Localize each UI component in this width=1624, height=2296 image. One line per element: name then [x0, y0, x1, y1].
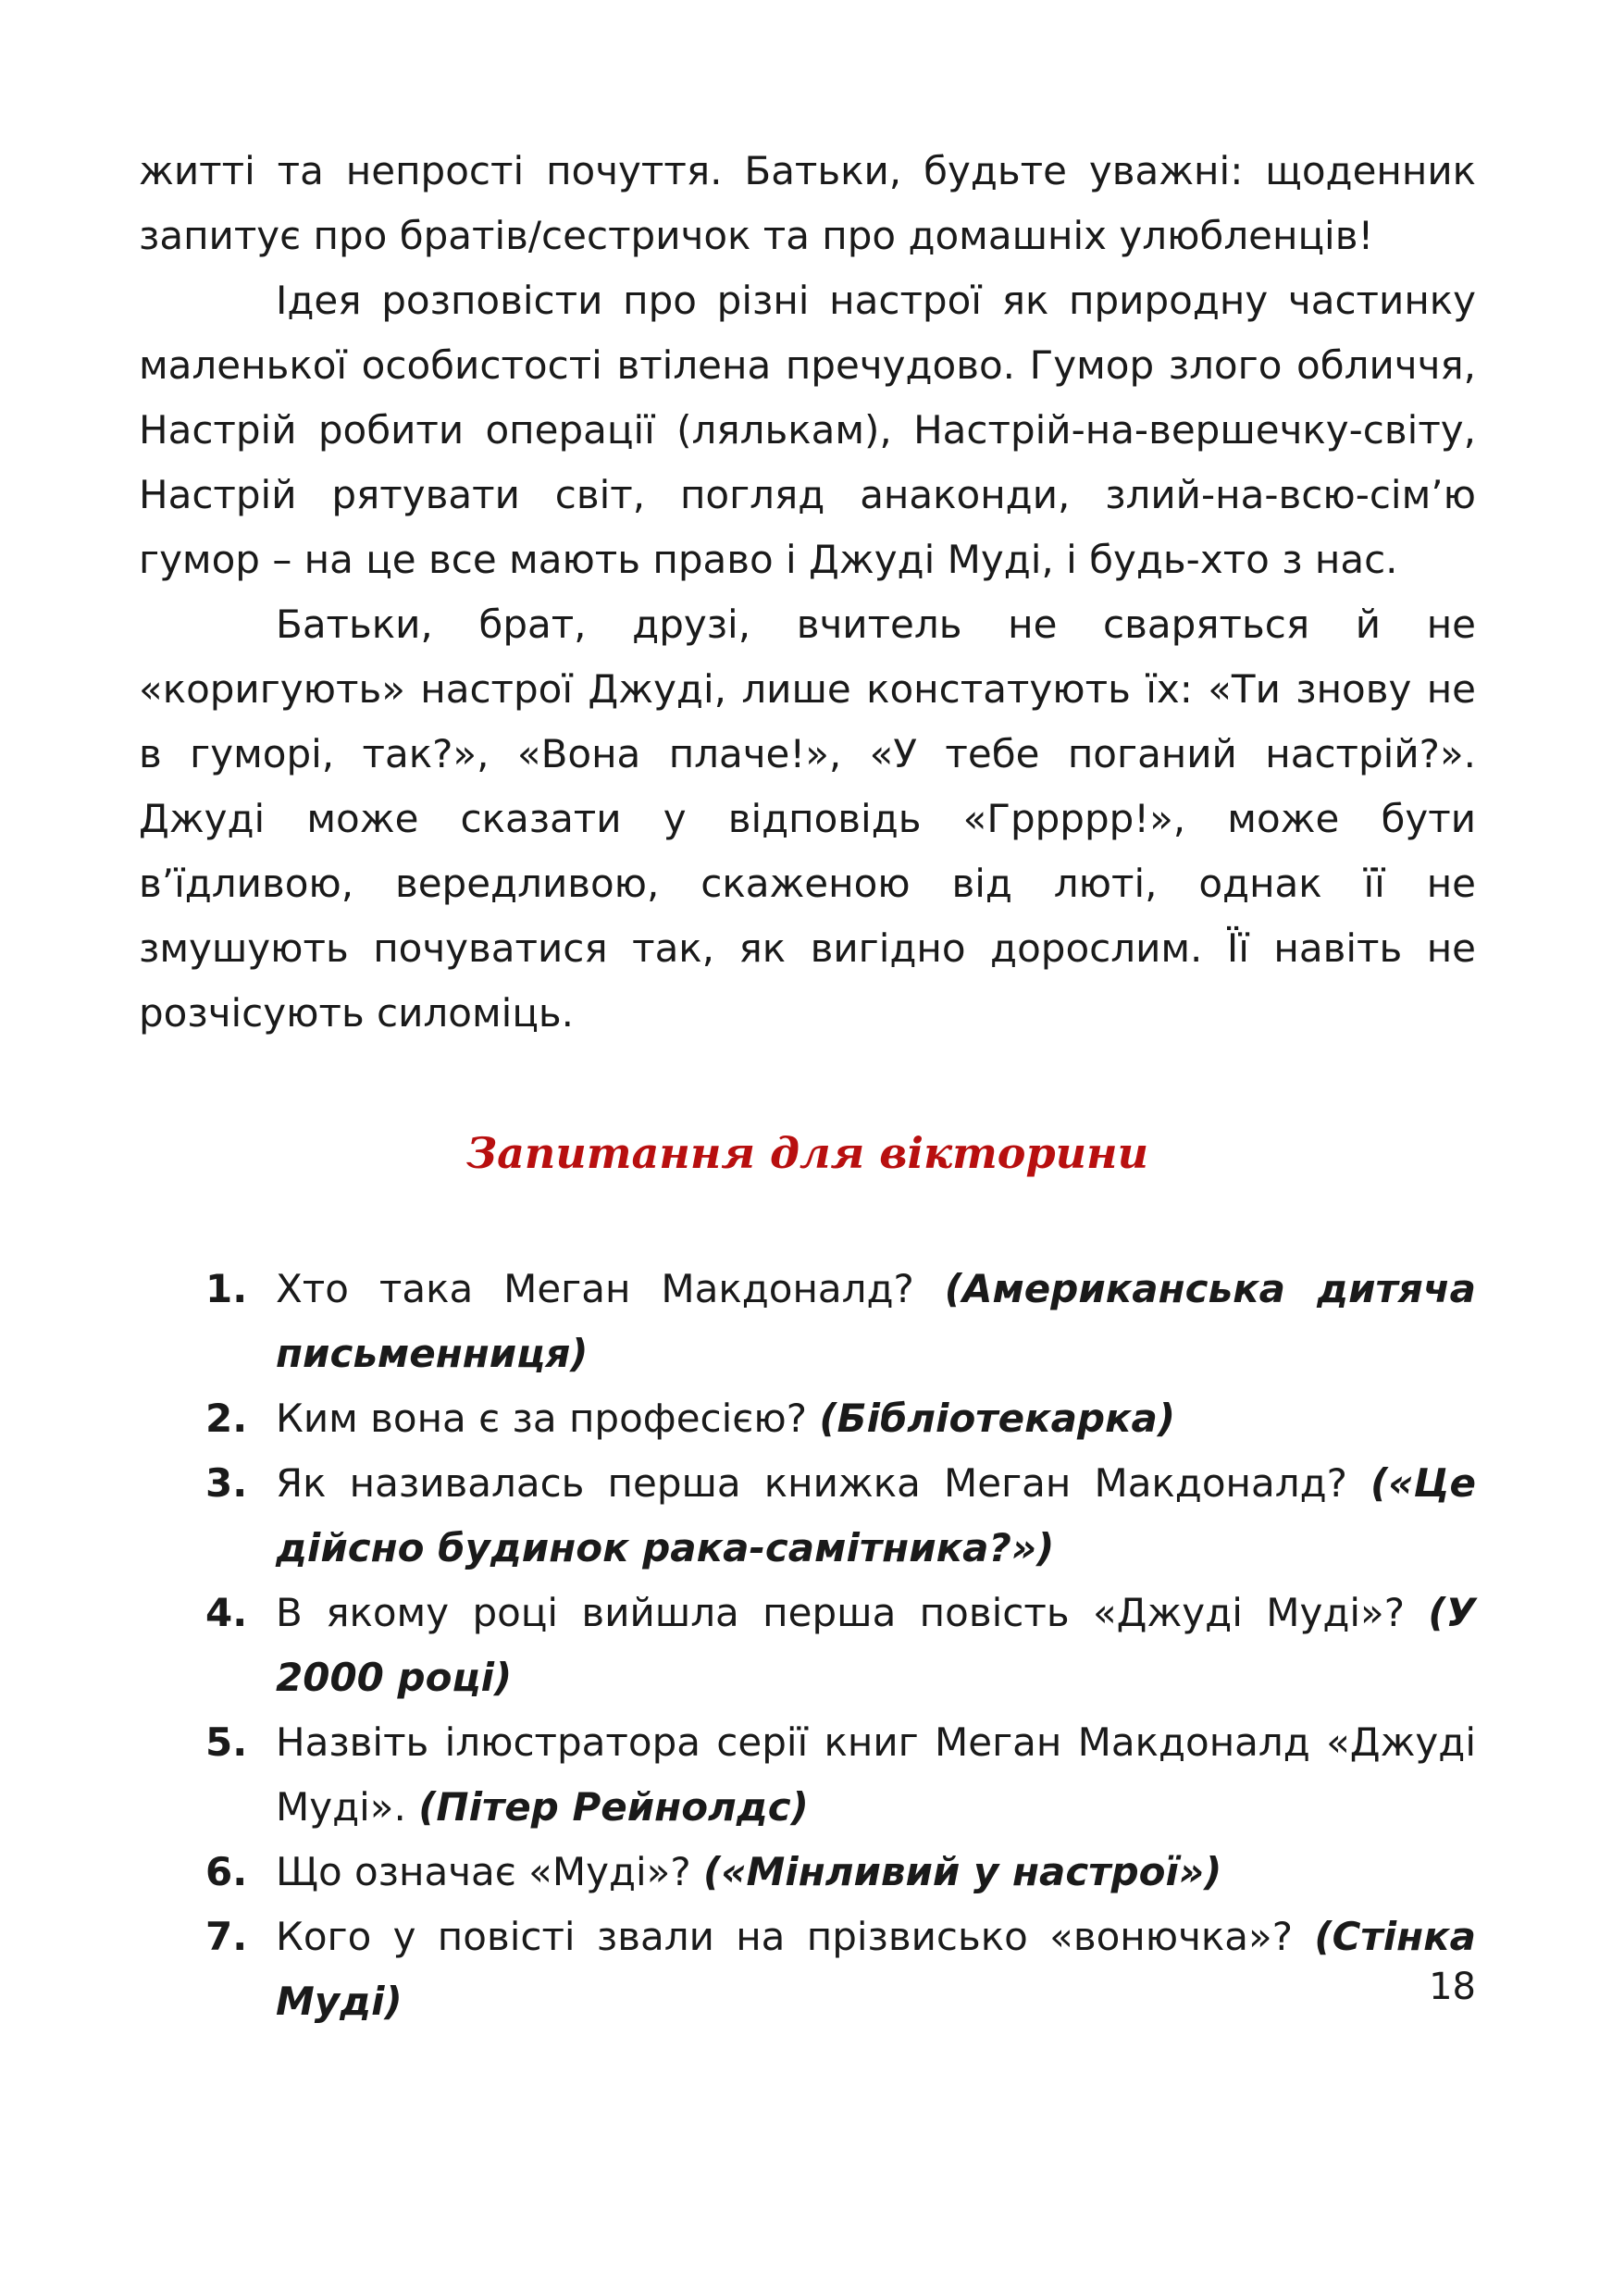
document-page	[139, 139, 1476, 2034]
quiz-item-number: 6.	[205, 1849, 248, 1894]
page-number: 18	[1429, 1966, 1476, 2008]
quiz-question: Як називалась перша книжка Меган Макдоналд?	[276, 1460, 1347, 1506]
quiz-answer: («Мінливий у настрої»)	[703, 1849, 1222, 1894]
quiz-item-number: 4.	[205, 1590, 248, 1635]
quiz-question: Що означає «Муді»?	[276, 1849, 691, 1894]
quiz-item-4	[139, 1581, 1476, 1710]
quiz-item-3	[139, 1451, 1476, 1581]
quiz-question: Назвіть ілюстратора серії книг Меган Макдоналд «Джуді Муді».	[276, 1719, 1476, 1830]
quiz-item-7	[139, 1905, 1476, 2034]
quiz-item-6	[139, 1840, 1476, 1905]
quiz-item-number: 1.	[205, 1266, 248, 1311]
quiz-question: Ким вона є за професією?	[276, 1396, 807, 1441]
quiz-answer: (Американська дитяча письменниця)	[276, 1266, 1476, 1376]
quiz-question: В якому році вийшла перша повість «Джуді Муді»?	[276, 1590, 1406, 1635]
paragraph-intro-2: Ідея розповісти про різні настрої як природну частинку маленької особистості втілена пречудово. Гумор злого обличчя, Настрій робити операції (лялькам), Настрій-на-вершечку-світу, Настрій рятувати світ, погляд анаконди, злий-на-всю-сім’ю гумор – на це все мають право і Джуді Муді, і будь-хто з нас.	[139, 278, 1476, 582]
quiz-question: Кого у повісті звали на прізвисько «вонючка»?	[276, 1914, 1294, 1959]
quiz-item-number: 7.	[205, 1914, 248, 1959]
quiz-item-1	[139, 1257, 1476, 1386]
quiz-answer: (Стінка Муді)	[276, 1914, 1476, 2024]
quiz-item-number: 2.	[205, 1396, 248, 1441]
quiz-answer: (У 2000 році)	[276, 1590, 1476, 1700]
quiz-answer: (Бібліотекарка)	[819, 1396, 1176, 1441]
paragraph-intro-3: Батьки, брат, друзі, вчитель не сваряться й не «коригують» настрої Джуді, лише констатують їх: «Ти знову не в гуморі, так?», «Вона плаче!», «У тебе поганий настрій?». Джуді може сказати у відповідь «Гррррр!», може бути в’їдливою, вередливою, скаженою від люті, однак її не змушують почуватися так, як вигідно дорослим. Її навіть не розчісують силоміць.	[139, 602, 1476, 1036]
quiz-item-2	[139, 1386, 1476, 1451]
quiz-heading: Запитання для вікторини	[465, 1128, 1149, 1178]
quiz-answer: (Пітер Рейнолдс)	[418, 1784, 809, 1830]
quiz-item-number: 3.	[205, 1460, 248, 1506]
paragraph-intro-1: житті та непрості почуття. Батьки, будьте уважні: щоденник запитує про братів/сестричок та про домашніх улюбленців!	[139, 148, 1476, 258]
quiz-item-number: 5.	[205, 1719, 248, 1765]
quiz-item-5	[139, 1710, 1476, 1840]
quiz-answer: («Це дійсно будинок рака-самітника?»)	[276, 1460, 1476, 1570]
quiz-list	[139, 1257, 1476, 2034]
quiz-question: Хто така Меган Макдоналд?	[276, 1266, 914, 1311]
